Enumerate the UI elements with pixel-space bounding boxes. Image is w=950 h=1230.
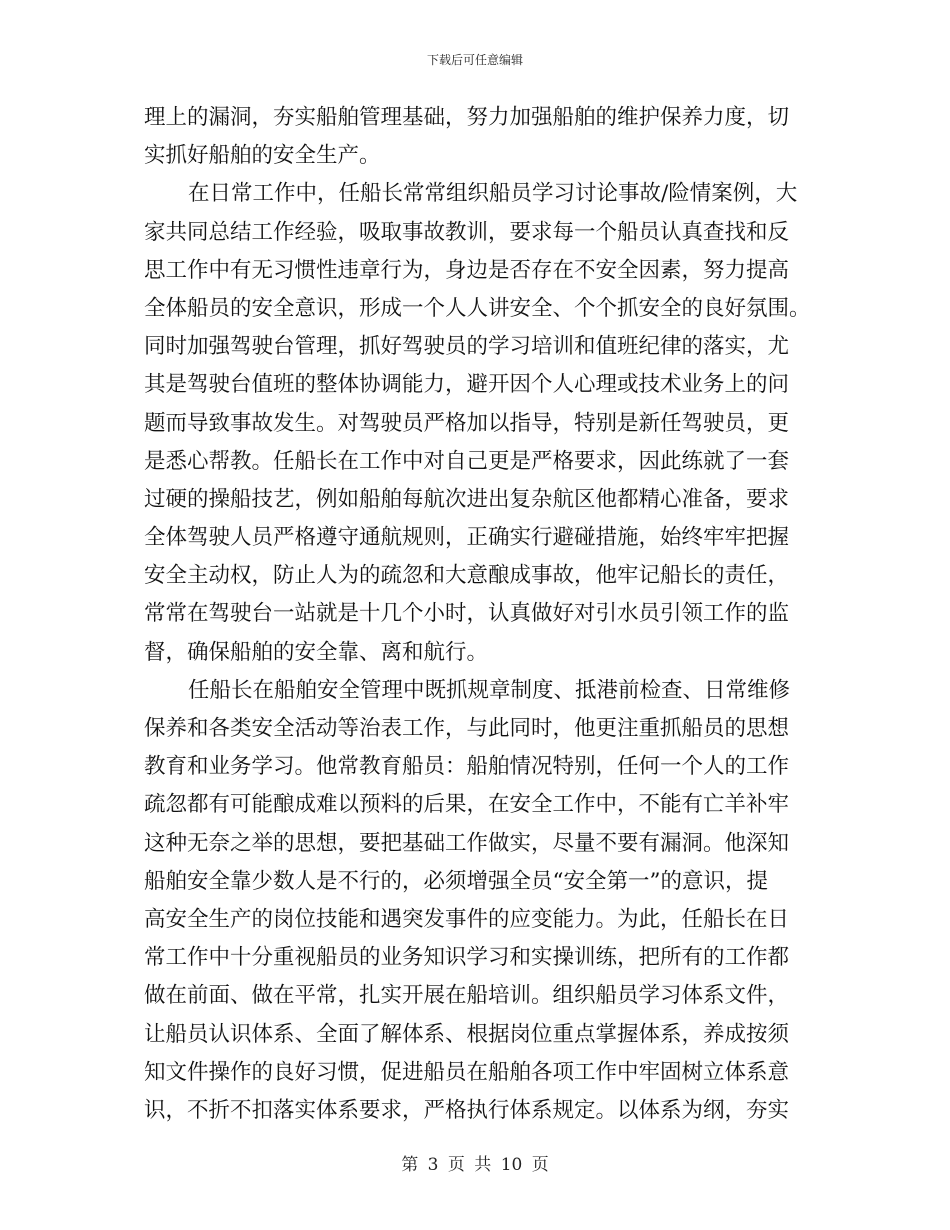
text-line: 让船员认识体系、全面了解体系、根据岗位重点掌握体系，养成按须 <box>144 1021 790 1047</box>
paragraph-2 <box>144 175 824 671</box>
text-line: 是悉心帮教。任船长在工作中对自己更是严格要求，因此练就了一套 <box>144 448 790 474</box>
text-line: 题而导致事故发生。对驾驶员严格加以指导，特别是新任驾驶员，更 <box>144 410 790 436</box>
text-line: 高安全生产的岗位技能和遇突发事件的应变能力。为此，任船长在日 <box>144 906 790 932</box>
page-number: 第 3 页 共 10 页 <box>401 1155 549 1175</box>
text-line: 保养和各类安全活动等治表工作，与此同时，他更注重抓船员的思想 <box>144 716 790 741</box>
text-line: 常工作中十分重视船员的业务知识学习和实操训练，把所有的工作都 <box>144 945 790 971</box>
text-line: 全体船员的安全意识，形成一个人人讲安全、个个抓安全的良好氛围。 <box>144 295 811 321</box>
text-line: 过硬的操船技艺，例如船舶每航次进出复杂航区他都精心准备，要求 <box>144 486 790 512</box>
text-line: 全体驾驶人员严格遵守通航规则，正确实行避碰措施，始终牢牢把握 <box>144 525 790 551</box>
text-line: 督，确保船舶的安全靠、离和航行。 <box>144 639 489 665</box>
paragraph-3 <box>144 672 824 1130</box>
text-line: 知文件操作的良好习惯，促进船员在船舶各项工作中牢固树立体系意 <box>144 1059 790 1085</box>
text-line: 同时加强驾驶台管理，抓好驾驶员的学习培训和值班纪律的落实，尤 <box>144 334 790 360</box>
text-line: 家共同总结工作经验，吸取事故教训，要求每一个船员认真查找和反 <box>144 219 790 245</box>
text-line: 任船长在船舶安全管理中既抓规章制度、抵港前检查、日常维修 <box>188 677 791 703</box>
text-line: 实抓好船舶的安全生产。 <box>144 143 381 169</box>
text-line: 教育和业务学习。他常教育船员：船舶情况特别，任何一个人的工作 <box>144 754 790 780</box>
text-line: 安全主动权，防止人为的疏忽和大意酿成事故，他牢记船长的责任， <box>144 563 790 589</box>
text-line: 做在前面、做在平常，扎实开展在船培训。组织船员学习体系文件， <box>144 983 790 1009</box>
page-header: 下载后可任意编辑 <box>426 53 523 67</box>
paragraph-1 <box>144 99 824 175</box>
text-line: 常常在驾驶台一站就是十几个小时，认真做好对引水员引领工作的监 <box>144 601 790 627</box>
text-line: 在日常工作中，任船长常常组织船员学习讨论事故/险情案例，大 <box>188 181 798 207</box>
text-line: 识，不折不扣落实体系要求，严格执行体系规定。以体系为纲，夯实 <box>144 1097 790 1123</box>
text-line: 疏忽都有可能酿成难以预料的后果，在安全工作中，不能有亡羊补牢 <box>144 792 790 818</box>
document-body <box>144 99 824 1130</box>
text-line: 理上的漏洞，夯实船舶管理基础，努力加强船舶的维护保养力度，切 <box>144 105 790 130</box>
text-line: 其是驾驶台值班的整体协调能力，避开因个人心理或技术业务上的问 <box>144 372 790 398</box>
text-line: 思工作中有无习惯性违章行为，身边是否存在不安全因素，努力提高 <box>144 257 790 283</box>
text-line: 这种无奈之举的思想，要把基础工作做实，尽量不要有漏洞。他深知 <box>144 830 790 856</box>
text-line: 船舶安全靠少数人是不行的，必须增强全员“安全第一”的意识，提 <box>144 868 768 894</box>
